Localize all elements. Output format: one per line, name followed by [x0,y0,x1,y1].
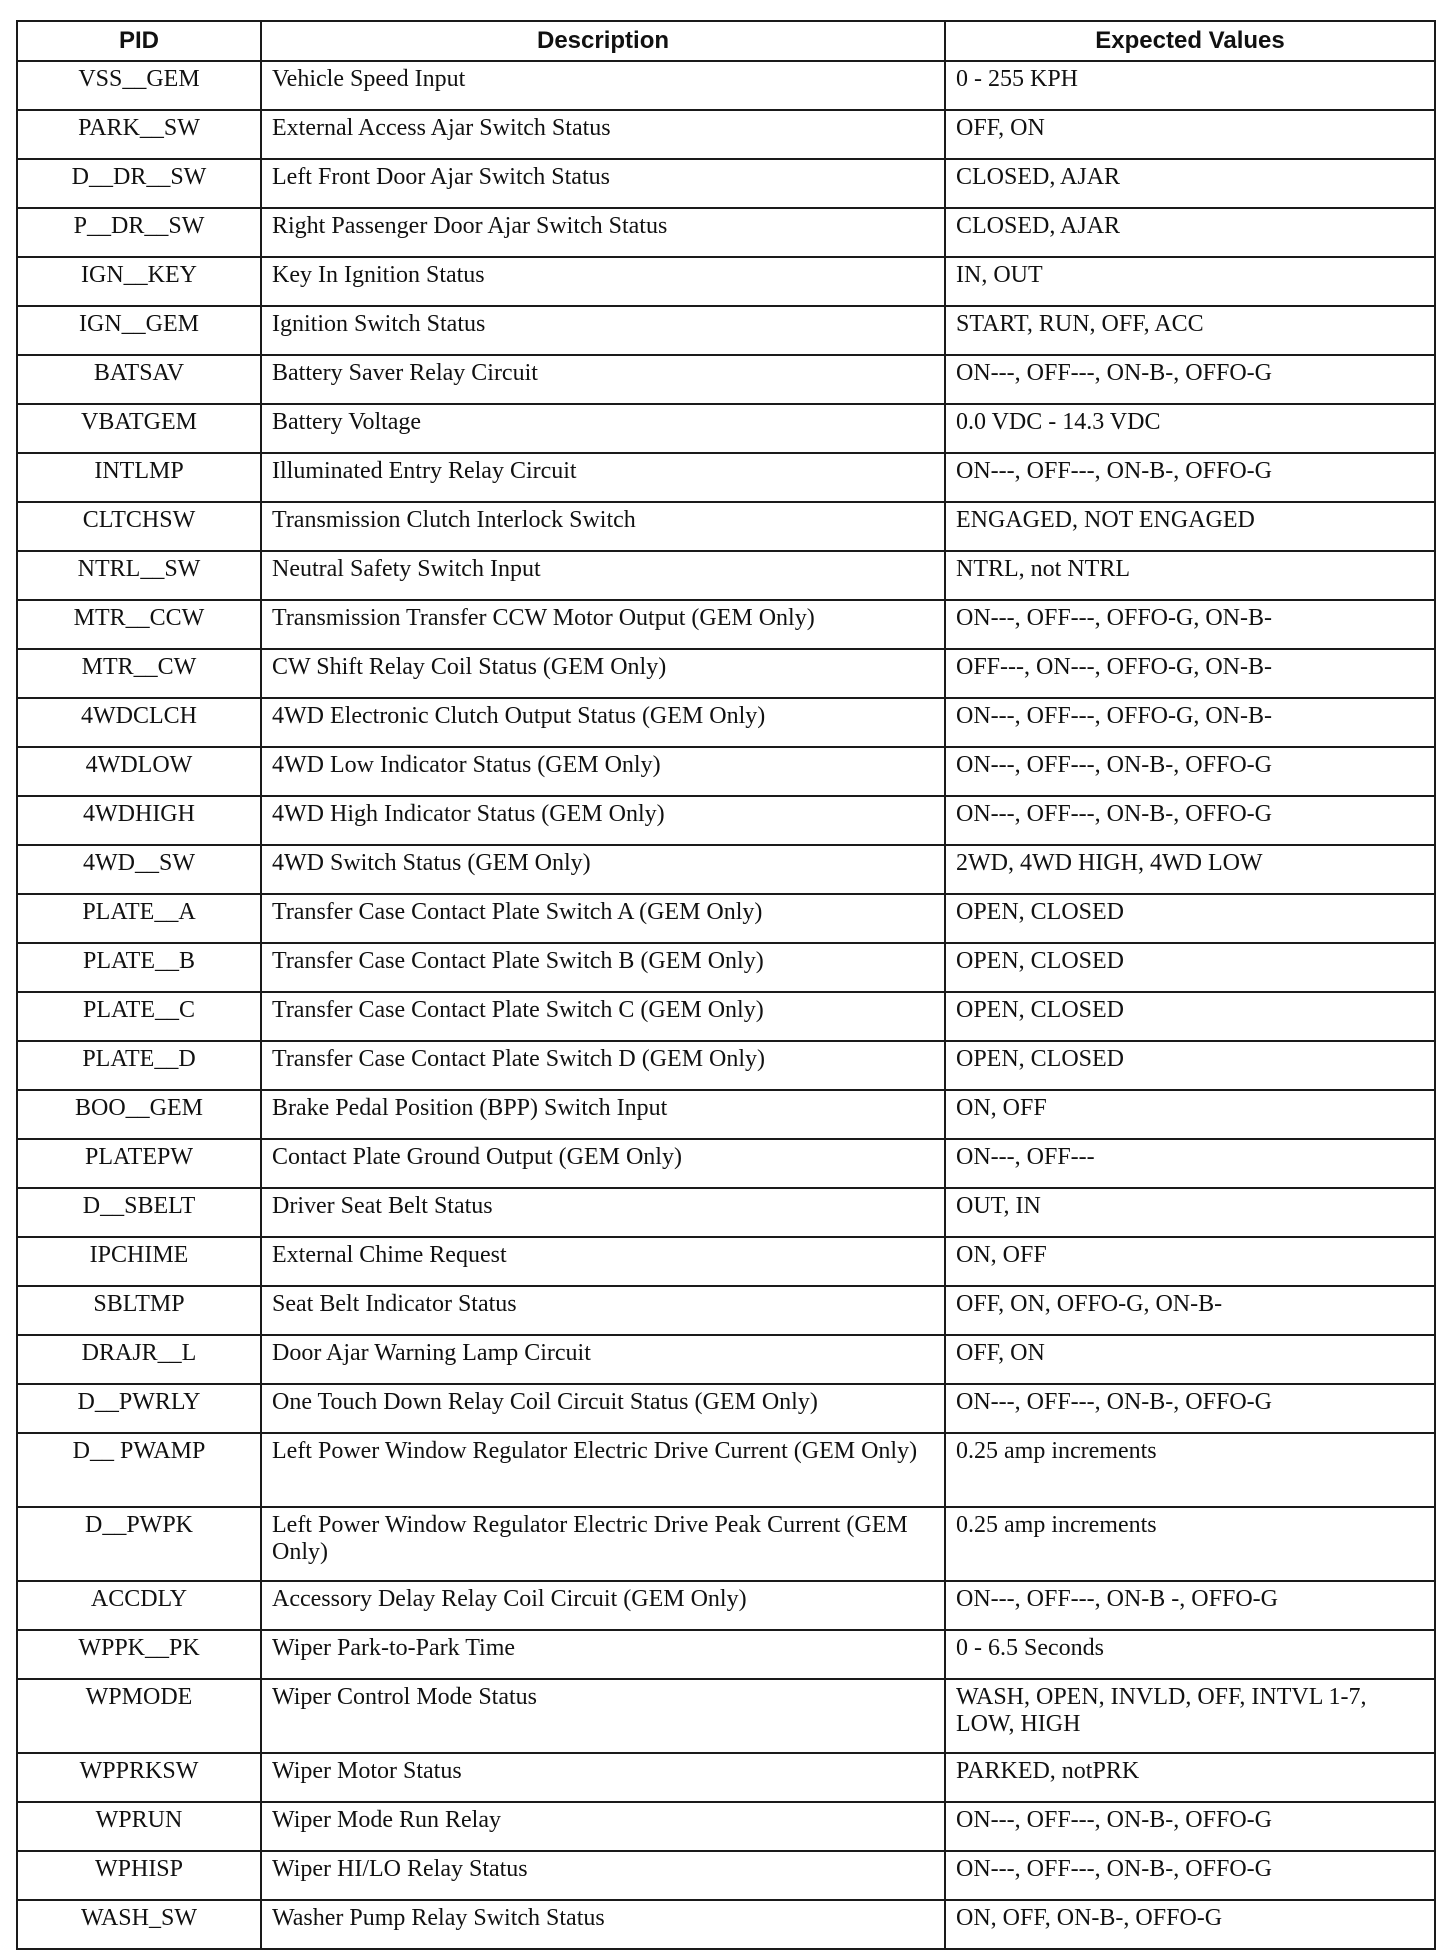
header-row [17,21,1435,61]
cell-pid: CLTCHSW [17,502,261,551]
header-description: Description [261,21,945,61]
cell-expected-values: OUT, IN [945,1188,1435,1237]
cell-description: Illuminated Entry Relay Circuit [261,453,945,502]
cell-pid: PLATE__D [17,1041,261,1090]
cell-expected-values: ON, OFF, ON-B-, OFFO-G [945,1900,1435,1949]
cell-expected-values: OPEN, CLOSED [945,943,1435,992]
cell-pid: IGN__KEY [17,257,261,306]
header-expected-values: Expected Values [945,21,1435,61]
cell-expected-values: ON---, OFF---, ON-B-, OFFO-G [945,1802,1435,1851]
cell-expected-values: OPEN, CLOSED [945,992,1435,1041]
cell-pid: NTRL__SW [17,551,261,600]
cell-pid: MTR__CW [17,649,261,698]
table-row [17,1090,1435,1139]
table-row [17,649,1435,698]
cell-description: Transmission Transfer CCW Motor Output (GEM Only) [261,600,945,649]
cell-pid: D__SBELT [17,1188,261,1237]
pid-reference-sheet [16,20,1434,1950]
table-row [17,1630,1435,1679]
cell-description: Wiper Park-to-Park Time [261,1630,945,1679]
cell-expected-values: CLOSED, AJAR [945,208,1435,257]
cell-pid: WPHISP [17,1851,261,1900]
cell-description: Left Power Window Regulator Electric Drive Peak Current (GEM Only) [261,1507,945,1581]
cell-description: Accessory Delay Relay Coil Circuit (GEM Only) [261,1581,945,1630]
table-row [17,1335,1435,1384]
table-row [17,1286,1435,1335]
cell-expected-values: ENGAGED, NOT ENGAGED [945,502,1435,551]
cell-pid: D__PWPK [17,1507,261,1581]
cell-description: Transfer Case Contact Plate Switch A (GEM Only) [261,894,945,943]
table-row [17,257,1435,306]
cell-description: 4WD Low Indicator Status (GEM Only) [261,747,945,796]
table-row [17,1041,1435,1090]
cell-expected-values: ON---, OFF---, ON-B-, OFFO-G [945,355,1435,404]
cell-expected-values: PARKED, notPRK [945,1753,1435,1802]
cell-description: Driver Seat Belt Status [261,1188,945,1237]
table-row [17,1139,1435,1188]
cell-pid: 4WDLOW [17,747,261,796]
cell-pid: D__DR__SW [17,159,261,208]
cell-expected-values: OFF, ON, OFFO-G, ON-B- [945,1286,1435,1335]
cell-description: Battery Voltage [261,404,945,453]
cell-expected-values: ON---, OFF--- [945,1139,1435,1188]
cell-description: Left Front Door Ajar Switch Status [261,159,945,208]
table-row [17,159,1435,208]
table-row [17,1851,1435,1900]
cell-pid: BOO__GEM [17,1090,261,1139]
table-row [17,1679,1435,1753]
cell-expected-values: IN, OUT [945,257,1435,306]
cell-description: Neutral Safety Switch Input [261,551,945,600]
cell-pid: WPRUN [17,1802,261,1851]
cell-pid: PLATEPW [17,1139,261,1188]
table-row [17,551,1435,600]
header-pid: PID [17,21,261,61]
cell-expected-values: ON, OFF [945,1090,1435,1139]
cell-pid: D__PWRLY [17,1384,261,1433]
cell-expected-values: ON---, OFF---, OFFO-G, ON-B- [945,600,1435,649]
cell-pid: VSS__GEM [17,61,261,110]
cell-pid: PLATE__C [17,992,261,1041]
table-row [17,747,1435,796]
table-row [17,1900,1435,1949]
table-row [17,1753,1435,1802]
table-row [17,453,1435,502]
cell-description: Transmission Clutch Interlock Switch [261,502,945,551]
cell-description: Wiper Mode Run Relay [261,1802,945,1851]
cell-description: 4WD Switch Status (GEM Only) [261,845,945,894]
cell-expected-values: CLOSED, AJAR [945,159,1435,208]
cell-description: 4WD Electronic Clutch Output Status (GEM Only) [261,698,945,747]
cell-description: Washer Pump Relay Switch Status [261,1900,945,1949]
cell-expected-values: ON---, OFF---, ON-B-, OFFO-G [945,1384,1435,1433]
table-row [17,502,1435,551]
table-row [17,894,1435,943]
cell-pid: PLATE__B [17,943,261,992]
table-row [17,110,1435,159]
cell-expected-values: START, RUN, OFF, ACC [945,306,1435,355]
cell-pid: DRAJR__L [17,1335,261,1384]
cell-expected-values: OPEN, CLOSED [945,1041,1435,1090]
table-row [17,992,1435,1041]
cell-pid: ACCDLY [17,1581,261,1630]
cell-expected-values: 0.25 amp increments [945,1507,1435,1581]
cell-description: External Access Ajar Switch Status [261,110,945,159]
cell-description: Wiper HI/LO Relay Status [261,1851,945,1900]
cell-pid: SBLTMP [17,1286,261,1335]
cell-pid: D__ PWAMP [17,1433,261,1507]
cell-description: Vehicle Speed Input [261,61,945,110]
cell-description: Door Ajar Warning Lamp Circuit [261,1335,945,1384]
cell-description: CW Shift Relay Coil Status (GEM Only) [261,649,945,698]
table-row [17,1507,1435,1581]
cell-expected-values: ON---, OFF---, ON-B-, OFFO-G [945,1851,1435,1900]
cell-pid: IPCHIME [17,1237,261,1286]
table-row [17,208,1435,257]
cell-pid: IGN__GEM [17,306,261,355]
table-row [17,404,1435,453]
cell-description: Transfer Case Contact Plate Switch C (GEM Only) [261,992,945,1041]
table-body [17,61,1435,1949]
cell-description: Wiper Control Mode Status [261,1679,945,1753]
cell-pid: 4WDCLCH [17,698,261,747]
cell-expected-values: WASH, OPEN, INVLD, OFF, INTVL 1-7, LOW, HIGH [945,1679,1435,1753]
cell-description: Brake Pedal Position (BPP) Switch Input [261,1090,945,1139]
table-row [17,600,1435,649]
table-row [17,61,1435,110]
table-row [17,943,1435,992]
cell-expected-values: 2WD, 4WD HIGH, 4WD LOW [945,845,1435,894]
cell-expected-values: OFF---, ON---, OFFO-G, ON-B- [945,649,1435,698]
cell-pid: WPPRKSW [17,1753,261,1802]
cell-pid: 4WDHIGH [17,796,261,845]
pid-table [16,20,1436,1950]
cell-pid: PARK__SW [17,110,261,159]
cell-expected-values: ON---, OFF---, ON-B-, OFFO-G [945,796,1435,845]
cell-expected-values: ON---, OFF---, ON-B-, OFFO-G [945,453,1435,502]
cell-pid: INTLMP [17,453,261,502]
cell-description: Battery Saver Relay Circuit [261,355,945,404]
cell-description: Right Passenger Door Ajar Switch Status [261,208,945,257]
table-row [17,1433,1435,1507]
table-row [17,1802,1435,1851]
cell-description: Wiper Motor Status [261,1753,945,1802]
table-row [17,796,1435,845]
cell-description: 4WD High Indicator Status (GEM Only) [261,796,945,845]
cell-expected-values: ON---, OFF---, ON-B-, OFFO-G [945,747,1435,796]
cell-description: Ignition Switch Status [261,306,945,355]
cell-description: Key In Ignition Status [261,257,945,306]
cell-expected-values: 0.0 VDC - 14.3 VDC [945,404,1435,453]
cell-description: Transfer Case Contact Plate Switch B (GEM Only) [261,943,945,992]
cell-description: One Touch Down Relay Coil Circuit Status (GEM Only) [261,1384,945,1433]
cell-expected-values: OFF, ON [945,110,1435,159]
cell-description: Transfer Case Contact Plate Switch D (GEM Only) [261,1041,945,1090]
table-row [17,1581,1435,1630]
table-row [17,355,1435,404]
cell-description: Left Power Window Regulator Electric Drive Current (GEM Only) [261,1433,945,1507]
table-row [17,1188,1435,1237]
table-row [17,1237,1435,1286]
cell-description: External Chime Request [261,1237,945,1286]
cell-expected-values: OPEN, CLOSED [945,894,1435,943]
cell-pid: 4WD__SW [17,845,261,894]
cell-pid: WPPK__PK [17,1630,261,1679]
table-row [17,845,1435,894]
table-row [17,698,1435,747]
cell-expected-values: ON, OFF [945,1237,1435,1286]
cell-pid: BATSAV [17,355,261,404]
cell-expected-values: ON---, OFF---, ON-B -, OFFO-G [945,1581,1435,1630]
cell-description: Seat Belt Indicator Status [261,1286,945,1335]
cell-expected-values: 0.25 amp increments [945,1433,1435,1507]
cell-pid: WASH_SW [17,1900,261,1949]
cell-pid: VBATGEM [17,404,261,453]
cell-expected-values: ON---, OFF---, OFFO-G, ON-B- [945,698,1435,747]
cell-pid: MTR__CCW [17,600,261,649]
cell-expected-values: NTRL, not NTRL [945,551,1435,600]
cell-expected-values: 0 - 255 KPH [945,61,1435,110]
cell-pid: PLATE__A [17,894,261,943]
cell-description: Contact Plate Ground Output (GEM Only) [261,1139,945,1188]
table-row [17,1384,1435,1433]
cell-expected-values: OFF, ON [945,1335,1435,1384]
cell-expected-values: 0 - 6.5 Seconds [945,1630,1435,1679]
cell-pid: P__DR__SW [17,208,261,257]
table-row [17,306,1435,355]
cell-pid: WPMODE [17,1679,261,1753]
